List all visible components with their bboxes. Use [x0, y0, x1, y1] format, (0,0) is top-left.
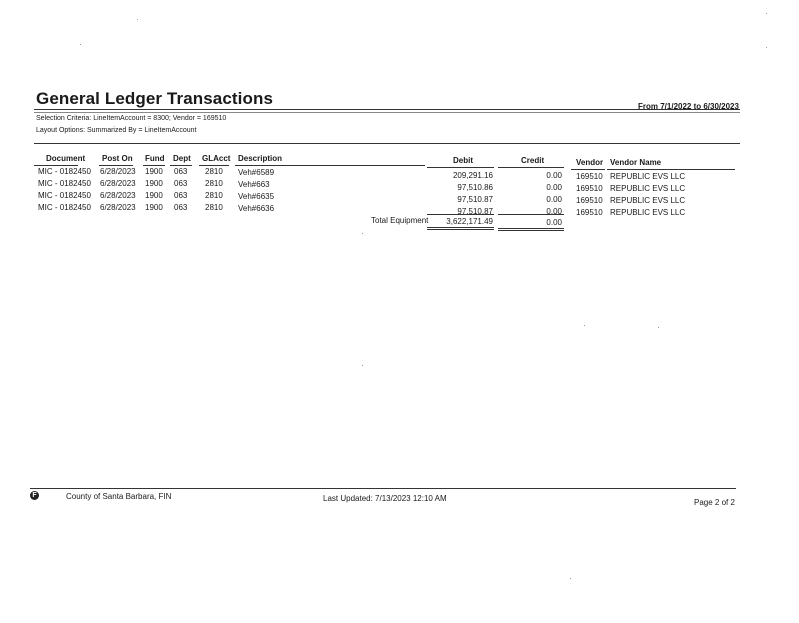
col-glacct: GLAcct: [202, 154, 231, 163]
footer-org: County of Santa Barbara, FIN: [66, 492, 172, 501]
cell-fund: 1900: [145, 167, 163, 176]
col-credit: Credit: [521, 156, 545, 165]
selection-criteria: Selection Criteria: LineItemAccount = 8300; Vendor = 169510: [36, 115, 227, 122]
cell-dept: 063: [174, 167, 188, 176]
cell-dept: 063: [174, 203, 188, 212]
cell-fund: 1900: [145, 191, 163, 200]
cell-post-on: 6/28/2023: [100, 179, 136, 188]
col-dept: Dept: [173, 154, 191, 163]
scan-speck: [570, 578, 571, 579]
report-title: General Ledger Transactions: [36, 89, 274, 108]
total-double-rule-debit-1: [427, 227, 494, 228]
cell-credit: 0.00: [546, 207, 562, 216]
cell-debit: 97,510.87: [457, 207, 493, 216]
col-vendor-name: Vendor Name: [610, 158, 662, 167]
cell-description: Veh#6635: [238, 192, 275, 201]
cell-glacct: 2810: [205, 167, 223, 176]
scan-speck: [137, 19, 138, 20]
cell-vendor-name: REPUBLIC EVS LLC: [610, 208, 686, 217]
total-credit: 0.00: [546, 218, 562, 227]
cell-document: MIC - 0182450: [38, 191, 91, 200]
col-fund: Fund: [145, 154, 165, 163]
cell-vendor-name: REPUBLIC EVS LLC: [610, 184, 686, 193]
total-rule-debit: [427, 214, 494, 215]
scan-speck: [766, 13, 767, 14]
col-post-on: Post On: [102, 154, 133, 163]
total-double-rule-credit-2: [498, 230, 564, 231]
total-debit: 3,622,171.49: [446, 217, 493, 226]
title-divider-2: [34, 112, 740, 113]
total-double-rule-credit-1: [498, 228, 564, 229]
total-double-rule-debit-2: [427, 229, 494, 230]
cell-vendor: 169510: [576, 172, 603, 181]
header-divider: [34, 143, 740, 144]
scan-speck: [362, 233, 363, 234]
layout-options: Layout Options: Summarized By = LineItemAccount: [36, 127, 197, 134]
cell-glacct: 2810: [205, 203, 223, 212]
col-document: Document: [46, 154, 86, 163]
cell-debit: 209,291.16: [452, 171, 493, 180]
cell-credit: 0.00: [546, 195, 562, 204]
cell-document: MIC - 0182450: [38, 203, 91, 212]
title-divider: [34, 109, 740, 110]
cell-vendor-name: REPUBLIC EVS LLC: [610, 196, 686, 205]
cell-vendor-name: REPUBLIC EVS LLC: [610, 172, 686, 181]
cell-vendor: 169510: [576, 184, 603, 193]
underline-description: [235, 165, 425, 166]
cell-dept: 063: [174, 191, 188, 200]
scan-speck: [766, 47, 767, 48]
footer-page-number: Page 2 of 2: [694, 498, 735, 507]
scan-speck: [658, 327, 659, 328]
underline-dept: [170, 165, 192, 166]
total-rule-credit: [498, 214, 564, 215]
scan-speck: [80, 44, 81, 45]
underline-credit: [498, 167, 564, 168]
underline-fund: [143, 165, 165, 166]
cell-document: MIC - 0182450: [38, 179, 91, 188]
underline-glacct: [199, 165, 229, 166]
cell-glacct: 2810: [205, 191, 223, 200]
cell-post-on: 6/28/2023: [100, 203, 136, 212]
cell-debit: 97,510.87: [457, 195, 493, 204]
cell-vendor: 169510: [576, 196, 603, 205]
cell-credit: 0.00: [546, 183, 562, 192]
underline-document: [34, 165, 78, 166]
cell-description: Veh#6589: [238, 168, 275, 177]
date-range: From 7/1/2022 to 6/30/2023: [638, 102, 739, 111]
total-label: Total Equipment: [371, 216, 429, 225]
col-vendor: Vendor: [576, 158, 604, 167]
underline-vendor: [571, 169, 605, 170]
cell-description: Veh#6636: [238, 204, 275, 213]
underline-debit: [427, 167, 494, 168]
cell-post-on: 6/28/2023: [100, 167, 136, 176]
scan-speck: [362, 365, 363, 366]
scan-speck: [584, 325, 585, 326]
cell-dept: 063: [174, 179, 188, 188]
footer-divider: [30, 488, 736, 489]
cell-glacct: 2810: [205, 179, 223, 188]
cell-debit: 97,510.86: [457, 183, 493, 192]
underline-vendor-name: [607, 169, 735, 170]
cell-fund: 1900: [145, 203, 163, 212]
cell-description: Veh#663: [238, 180, 270, 189]
col-description: Description: [238, 154, 283, 163]
footer-last-updated: Last Updated: 7/13/2023 12:10 AM: [323, 494, 447, 503]
underline-post-on: [99, 165, 133, 166]
cell-credit: 0.00: [546, 171, 562, 180]
county-logo-icon: F: [30, 491, 39, 500]
cell-fund: 1900: [145, 179, 163, 188]
cell-document: MIC - 0182450: [38, 167, 91, 176]
cell-vendor: 169510: [576, 208, 603, 217]
col-debit: Debit: [453, 156, 473, 165]
cell-post-on: 6/28/2023: [100, 191, 136, 200]
